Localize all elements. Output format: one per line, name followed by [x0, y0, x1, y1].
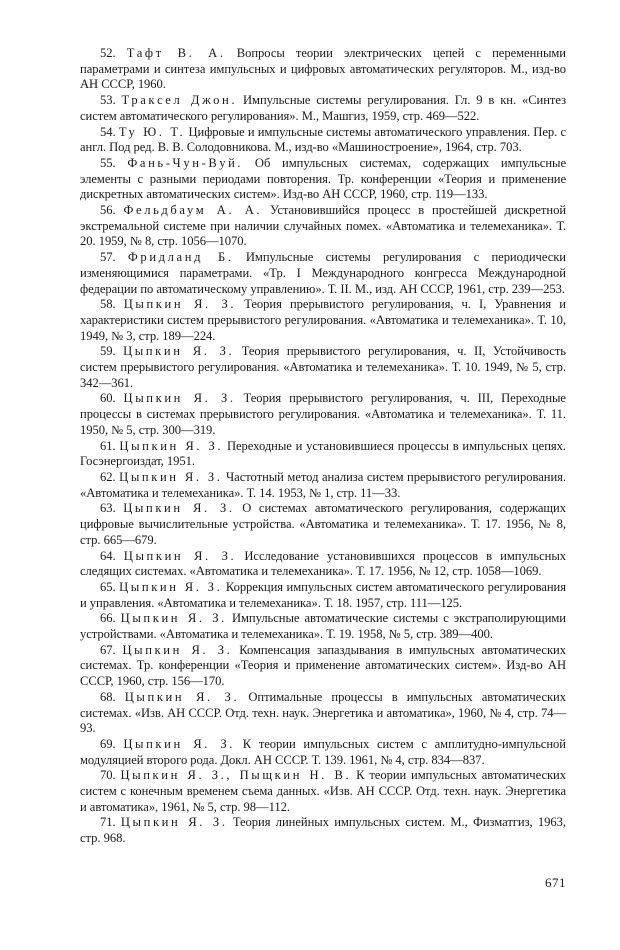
reference-number: 52. — [100, 46, 116, 60]
reference-list — [80, 46, 566, 847]
reference-text: К теории импульсных автоматических систем с конечным временем съема данных. «Изв. АН СССР. Отд. техн. наук. Энергетика и автоматика», 1961, № 5, стр. 98—112. — [80, 768, 566, 814]
reference-item — [80, 611, 566, 642]
reference-item — [80, 203, 566, 250]
reference-text: Переходные и установившиеся процессы в импульсных цепях. Госэнергоиздат, 1951. — [80, 438, 566, 469]
reference-number: 54. — [100, 124, 116, 139]
reference-text: Цифровые и импульсные системы автоматического управления. Пер. с англ. Под ред. В. В. Солодовникова. М., изд-во «Машиностроение», 1964, стр. 703. — [80, 124, 567, 155]
reference-number: 68. — [100, 689, 116, 704]
reference-item — [80, 250, 566, 297]
reference-author: Цыпкин Я. З. — [123, 391, 236, 406]
reference-number: 57. — [100, 250, 116, 265]
reference-text: Импульсные системы регулирования. Гл. 9 в кн. «Синтез систем автоматического регулирования». М., Машгиз, 1959, стр. 469—522. — [80, 93, 566, 123]
reference-number: 63. — [100, 501, 116, 516]
reference-item — [80, 297, 566, 344]
reference-number: 53. — [100, 93, 116, 108]
reference-number: 66. — [100, 611, 116, 626]
reference-author: Фельдбаум А. А. — [123, 203, 263, 218]
reference-number: 65. — [100, 579, 116, 594]
reference-number: 70. — [100, 768, 116, 783]
reference-item — [80, 470, 566, 501]
reference-text: Об импульсных системах, содержащих импульсные элементы с разными периодами повторения. Тр. конференции «Теория и применение дискретных автоматических систем». Изд-во АН СССР, 1960, стр. 119—133. — [80, 155, 566, 202]
reference-item — [80, 391, 566, 438]
reference-author: Ту Ю. Т. — [118, 124, 186, 139]
reference-author: Цыпкин Я. З. — [123, 501, 235, 516]
reference-item — [80, 768, 566, 815]
reference-text: Теория линейных импульсных систем. М., Физматгиз, 1963, стр. 968. — [80, 815, 566, 846]
reference-text: Коррекция импульсных систем автоматического регулирования и управления. «Автоматика и телемеханика». Т. 18. 1957, стр. 111—125. — [80, 579, 566, 610]
reference-number: 62. — [100, 469, 116, 484]
reference-item — [80, 156, 566, 203]
reference-author: Фридланд Б. — [127, 250, 234, 265]
reference-item — [80, 643, 566, 690]
reference-item — [80, 549, 566, 580]
reference-author: Фань-Чун-Вуй. — [127, 155, 244, 170]
reference-number: 56. — [100, 203, 116, 218]
reference-number: 58. — [100, 297, 116, 312]
reference-author: Тафт В. А. — [126, 46, 226, 60]
reference-author: Тракcел Джон. — [121, 93, 238, 108]
reference-number: 55. — [100, 155, 116, 170]
reference-number: 59. — [100, 344, 116, 359]
reference-author: Цыпкин Я. З. — [122, 642, 233, 657]
reference-item — [80, 125, 566, 156]
reference-text: Установившийся процесс в простейшей дискретной экстремальной системе при наличии случайных помех. «Автоматика и телемеханика». Т. 20. 1959, № 8, стр. 1056—1070. — [80, 203, 567, 249]
reference-author: Цыпкин Я. З. — [123, 297, 237, 312]
reference-author: Цыпкин Я. З. — [119, 438, 224, 453]
reference-item — [80, 580, 566, 611]
reference-item — [80, 737, 566, 768]
reference-author: Цыпкин Я. З. — [124, 689, 240, 704]
reference-text: Теория прерывистого регулирования, ч. III, Переходные процессы в системах прерывистого регулирования. «Автоматика и телемеханика». Т. 11. 1950, № 5, стр. 300—319. — [80, 391, 566, 437]
reference-number: 64. — [100, 548, 116, 563]
reference-text: Теория прерывистого регулирования, ч. II, Устойчивость систем прерывистого регулирования. «Автоматика и телемеханика». Т. 10. 1949, № 5, стр. 342—361. — [80, 344, 566, 390]
reference-number: 60. — [100, 391, 116, 406]
page — [80, 46, 566, 926]
reference-text: Импульсные системы регулирования с периодически изменяющимися параметрами. «Тр. I Международного конгресса Международной федерации по автоматическому управлению». Т. II. М., изд. АН СССР, 1961, стр. 239—253. — [80, 250, 566, 296]
reference-number: 67. — [100, 642, 116, 657]
reference-author: Цыпкин Я. З. — [120, 611, 227, 626]
reference-author: Цыпкин Я. З. — [119, 469, 223, 484]
reference-item — [80, 501, 566, 548]
reference-text: Оптимальные процессы в импульсных автоматических системах. «Изв. АН СССР. Отд. техн. наук. Энергетика и автоматика», 1960, № 4, стр. 74—93. — [80, 689, 566, 736]
reference-text: О системах автоматического регулирования, содержащих цифровые вычислительные устройства. «Автоматика и телемеханика». Т. 17. 1956, № 8, стр. 665—679. — [80, 501, 566, 547]
page-number: 671 — [545, 875, 566, 890]
reference-item — [80, 46, 566, 93]
reference-text: Частотный метод анализа систем прерывистого регулирования. «Автоматика и телемеханика». Т. 14. 1953, № 1, стр. 11—33. — [80, 469, 566, 500]
reference-item — [80, 439, 566, 470]
reference-text: Вопросы теории электрических цепей с переменными параметрами и синтеза импульсных и цифровых автоматических регуляторов. М., изд-во АН СССР, 1960. — [80, 46, 566, 92]
reference-text: Теория прерывистого регулирования, ч. I, Уравнения и характеристики систем прерывистого регулирования. «Автоматика и телемеханика». Т. 10, 1949, № 3, стр. 189—224. — [80, 297, 566, 343]
reference-text: Исследование установившихся процессов в импульсных следящих системах. «Автоматика и телемеханика». Т. 17. 1956, № 12, стр. 1058—1069. — [80, 548, 566, 579]
reference-author: Цыпкин Я. З., Пыщкин Н. В. — [120, 768, 352, 783]
reference-text: К теории импульсных систем с амплитудно-импульсной модуляцией второго рода. Докл. АН СССР. Т. 139. 1961, № 4, стр. 834—837. — [80, 736, 566, 767]
reference-text: Компенсация запаздывания в импульсных автоматических системах. Тр. конференции «Теория и применение автоматических систем». Изд-во АН СССР, 1960, стр. 156—170. — [80, 642, 566, 689]
reference-item — [80, 815, 566, 846]
reference-number: 69. — [100, 736, 116, 751]
reference-item — [80, 93, 566, 124]
reference-author: Цыпкин Я. З. — [123, 344, 235, 359]
reference-author: Цыпкин Я. З. — [119, 579, 223, 594]
reference-number: 61. — [100, 438, 116, 453]
reference-author: Цыпкин Я. З. — [123, 736, 235, 751]
reference-text: Импульсные автоматические системы с экстраполирующими устройствами. «Автоматика и телемеханика». Т. 19. 1958, № 5, стр. 389—400. — [80, 611, 566, 642]
reference-item — [80, 690, 566, 737]
reference-author: Цыпкин Я. З. — [123, 548, 237, 563]
reference-number: 71. — [100, 815, 116, 830]
reference-author: Цыпкин Я. З. — [120, 815, 228, 830]
reference-item — [80, 344, 566, 391]
